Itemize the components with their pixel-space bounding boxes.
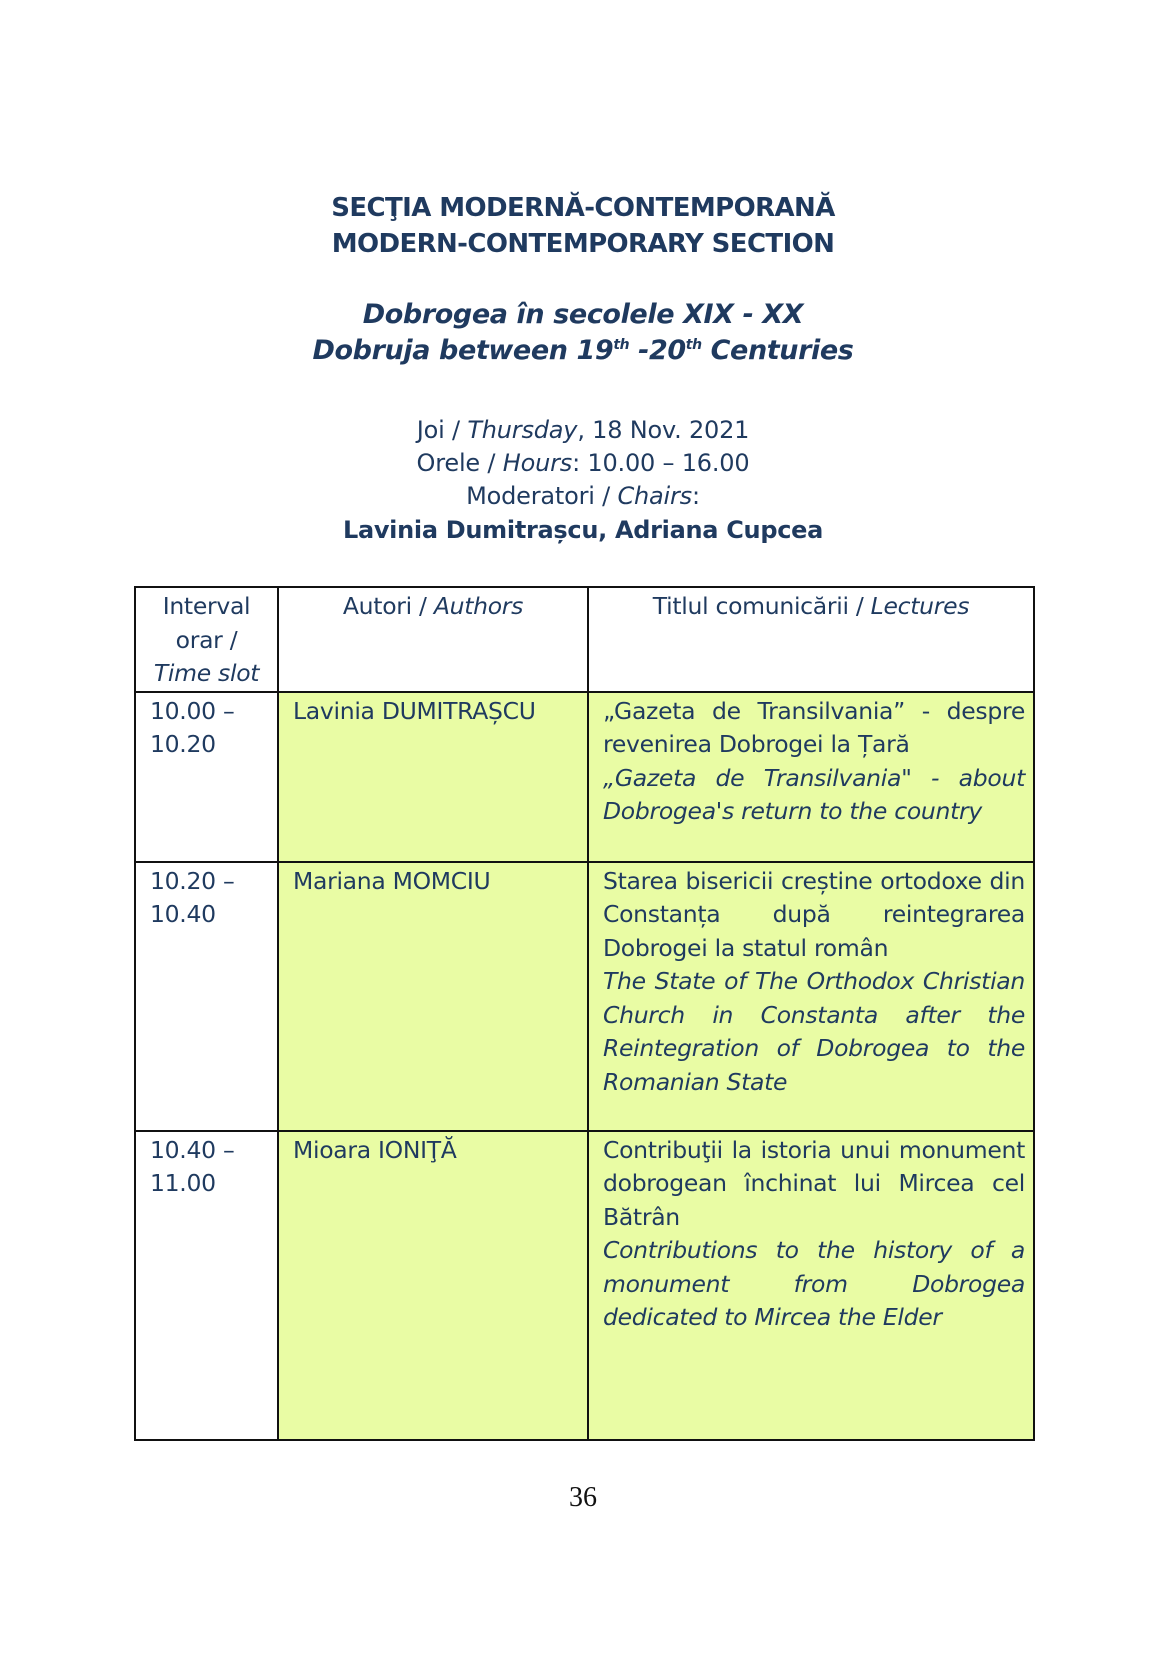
author-name: Mariana MOMCIU <box>278 862 588 1131</box>
lecture-title-en: The State of The Orthodox Christian Church in Constanta after the Reintegration of Dobrogea to the Romanian State <box>603 967 1025 1096</box>
session-subtitle <box>0 297 1166 369</box>
schedule-table <box>134 586 1035 1441</box>
table-header-row <box>135 587 1034 692</box>
section-title-en: MODERN-CONTEMPORARY SECTION <box>331 229 835 259</box>
section-title-ro: SECŢIA MODERNĂ-CONTEMPORANĂ <box>331 193 835 223</box>
session-chairs-label: Moderatori / Chairs: <box>466 482 700 510</box>
subtitle-en: Dobruja between 19th -20th Centuries <box>312 335 854 366</box>
session-hours: Orele / Hours: 10.00 – 16.00 <box>416 449 750 477</box>
author-name: Mioara IONIŢĂ <box>278 1131 588 1440</box>
lecture-title-en: Contributions to the history of a monument from Dobrogea dedicated to Mircea the Elder <box>603 1236 1025 1331</box>
time-slot: 10.00 – 10.20 <box>135 692 278 862</box>
session-meta <box>0 414 1166 547</box>
table-row <box>135 1131 1034 1440</box>
subtitle-ro: Dobrogea în secolele XIX - XX <box>362 299 804 330</box>
header-interval: Interval orar / Time slot <box>135 587 278 692</box>
section-heading <box>0 190 1166 262</box>
table-row <box>135 692 1034 862</box>
session-chairs-names: Lavinia Dumitrașcu, Adriana Cupcea <box>342 516 824 544</box>
time-slot: 10.20 – 10.40 <box>135 862 278 1131</box>
time-slot: 10.40 – 11.00 <box>135 1131 278 1440</box>
lecture-title-ro: „Gazeta de Transilvania” - despre revenirea Dobrogei la Țară <box>603 696 1025 758</box>
page-number: 36 <box>569 1482 597 1513</box>
header-lectures: Titlul comunicării / Lectures <box>588 587 1034 692</box>
lecture-title-ro: Contribuţii la istoria unui monument dobrogean închinat lui Mircea cel Bătrân <box>603 1135 1025 1231</box>
lecture-title <box>588 862 1034 1131</box>
lecture-title <box>588 692 1034 862</box>
table-row <box>135 862 1034 1131</box>
lecture-title <box>588 1131 1034 1440</box>
lecture-title-en: „Gazeta de Transilvania" - about Dobrogea's return to the country <box>603 763 1025 825</box>
author-name: Lavinia DUMITRAȘCU <box>278 692 588 862</box>
session-date: Joi / Thursday, 18 Nov. 2021 <box>416 416 750 444</box>
header-authors: Autori / Authors <box>278 587 588 692</box>
lecture-title-ro: Starea bisericii creștine ortodoxe din Constanța după reintegrarea Dobrogei la statul român <box>603 866 1025 962</box>
